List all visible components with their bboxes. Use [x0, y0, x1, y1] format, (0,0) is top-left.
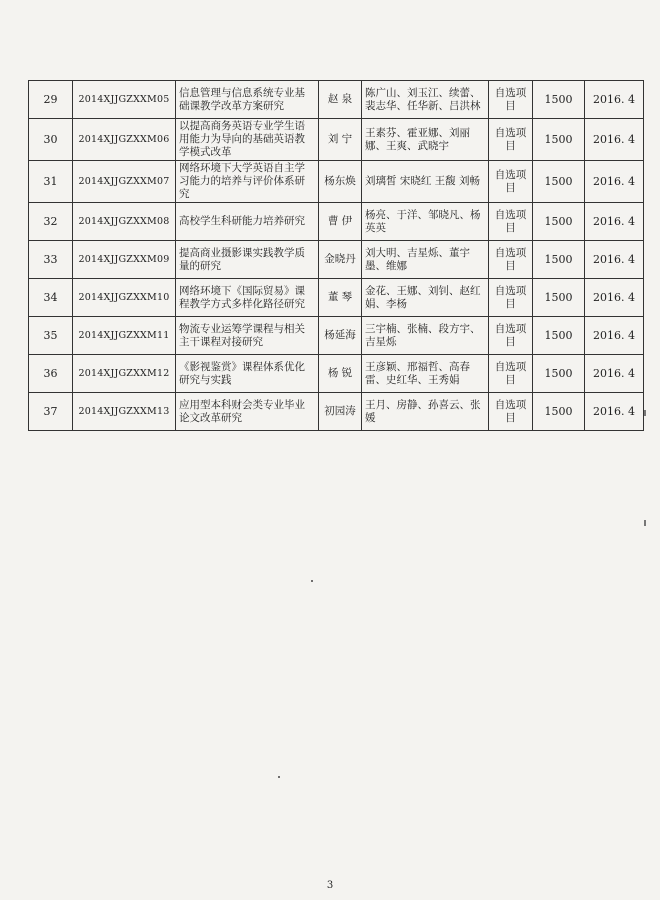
- project-id: 2014XJJGZXXM13: [73, 393, 176, 431]
- project-members: 三宇楠、张楠、段方宇、吉星烁: [362, 317, 489, 355]
- row-number: 33: [29, 241, 73, 279]
- project-leader: 初园涛: [319, 393, 362, 431]
- table-row: [29, 81, 644, 119]
- project-leader: 杨延海: [319, 317, 362, 355]
- completion-date: 2016. 4: [585, 355, 644, 393]
- completion-date: 2016. 4: [585, 161, 644, 203]
- project-table: [28, 80, 644, 431]
- project-title: 网络环境下《国际贸易》课程教学方式多样化路径研究: [176, 279, 319, 317]
- project-members: 陈广山、刘玉江、续蕾、裴志华、任华新、吕洪林: [362, 81, 489, 119]
- project-leader: 金晓丹: [319, 241, 362, 279]
- project-id: 2014XJJGZXXM12: [73, 355, 176, 393]
- project-amount: 1500: [533, 241, 585, 279]
- project-amount: 1500: [533, 317, 585, 355]
- table-row: [29, 241, 644, 279]
- project-type: 自选项目: [489, 241, 533, 279]
- project-members: 王彦颖、邢福哲、高春雷、史红华、王秀娟: [362, 355, 489, 393]
- project-type: 自选项目: [489, 161, 533, 203]
- page-number: 3: [326, 880, 334, 891]
- scan-mark: [644, 410, 646, 416]
- project-type: 自选项目: [489, 279, 533, 317]
- project-id: 2014XJJGZXXM10: [73, 279, 176, 317]
- project-title: 提高商业摄影课实践教学质量的研究: [176, 241, 319, 279]
- project-members: 金花、王娜、刘钊、赵红娟、李杨: [362, 279, 489, 317]
- scan-speck: [278, 776, 280, 778]
- project-amount: 1500: [533, 161, 585, 203]
- project-id: 2014XJJGZXXM09: [73, 241, 176, 279]
- scan-speck: [311, 580, 313, 582]
- completion-date: 2016. 4: [585, 81, 644, 119]
- project-title: 物流专业运筹学课程与相关主干课程对接研究: [176, 317, 319, 355]
- project-id: 2014XJJGZXXM06: [73, 119, 176, 161]
- project-amount: 1500: [533, 355, 585, 393]
- project-amount: 1500: [533, 279, 585, 317]
- project-leader: 赵 泉: [319, 81, 362, 119]
- completion-date: 2016. 4: [585, 241, 644, 279]
- project-members: 刘大明、吉星烁、董宇墨、维娜: [362, 241, 489, 279]
- project-leader: 刘 宁: [319, 119, 362, 161]
- project-leader: 董 琴: [319, 279, 362, 317]
- row-number: 35: [29, 317, 73, 355]
- scan-mark: [644, 520, 646, 526]
- table-row: [29, 279, 644, 317]
- completion-date: 2016. 4: [585, 317, 644, 355]
- project-title: 应用型本科财会类专业毕业论文改革研究: [176, 393, 319, 431]
- table-row: [29, 355, 644, 393]
- project-title: 网络环境下大学英语自主学习能力的培养与评价体系研究: [176, 161, 319, 203]
- project-type: 自选项目: [489, 355, 533, 393]
- completion-date: 2016. 4: [585, 393, 644, 431]
- project-members: 杨亮、于洋、邹晓凡、杨英英: [362, 203, 489, 241]
- project-members: 刘璃皙 宋晓红 王馥 刘畅: [362, 161, 489, 203]
- project-id: 2014XJJGZXXM11: [73, 317, 176, 355]
- project-type: 自选项目: [489, 203, 533, 241]
- project-id: 2014XJJGZXXM07: [73, 161, 176, 203]
- project-title: 以提高商务英语专业学生语用能力为导向的基础英语教学模式改革: [176, 119, 319, 161]
- completion-date: 2016. 4: [585, 119, 644, 161]
- project-title: 高校学生科研能力培养研究: [176, 203, 319, 241]
- row-number: 37: [29, 393, 73, 431]
- project-leader: 杨 锐: [319, 355, 362, 393]
- row-number: 36: [29, 355, 73, 393]
- project-id: 2014XJJGZXXM08: [73, 203, 176, 241]
- row-number: 31: [29, 161, 73, 203]
- row-number: 34: [29, 279, 73, 317]
- project-type: 自选项目: [489, 393, 533, 431]
- table-row: [29, 317, 644, 355]
- row-number: 32: [29, 203, 73, 241]
- project-members: 王素芬、霍亚娜、刘丽娜、王爽、武晓宇: [362, 119, 489, 161]
- project-leader: 曹 伊: [319, 203, 362, 241]
- project-amount: 1500: [533, 203, 585, 241]
- completion-date: 2016. 4: [585, 279, 644, 317]
- project-id: 2014XJJGZXXM05: [73, 81, 176, 119]
- completion-date: 2016. 4: [585, 203, 644, 241]
- project-type: 自选项目: [489, 317, 533, 355]
- table-row: [29, 393, 644, 431]
- table-row: [29, 119, 644, 161]
- table-row: [29, 161, 644, 203]
- row-number: 29: [29, 81, 73, 119]
- project-title: 信息管理与信息系统专业基础课教学改革方案研究: [176, 81, 319, 119]
- row-number: 30: [29, 119, 73, 161]
- project-amount: 1500: [533, 81, 585, 119]
- project-amount: 1500: [533, 119, 585, 161]
- project-type: 自选项目: [489, 119, 533, 161]
- table-row: [29, 203, 644, 241]
- project-leader: 杨东焕: [319, 161, 362, 203]
- project-amount: 1500: [533, 393, 585, 431]
- project-members: 王月、房静、孙喜云、张媛: [362, 393, 489, 431]
- project-type: 自选项目: [489, 81, 533, 119]
- project-title: 《影视鉴赏》课程体系优化研究与实践: [176, 355, 319, 393]
